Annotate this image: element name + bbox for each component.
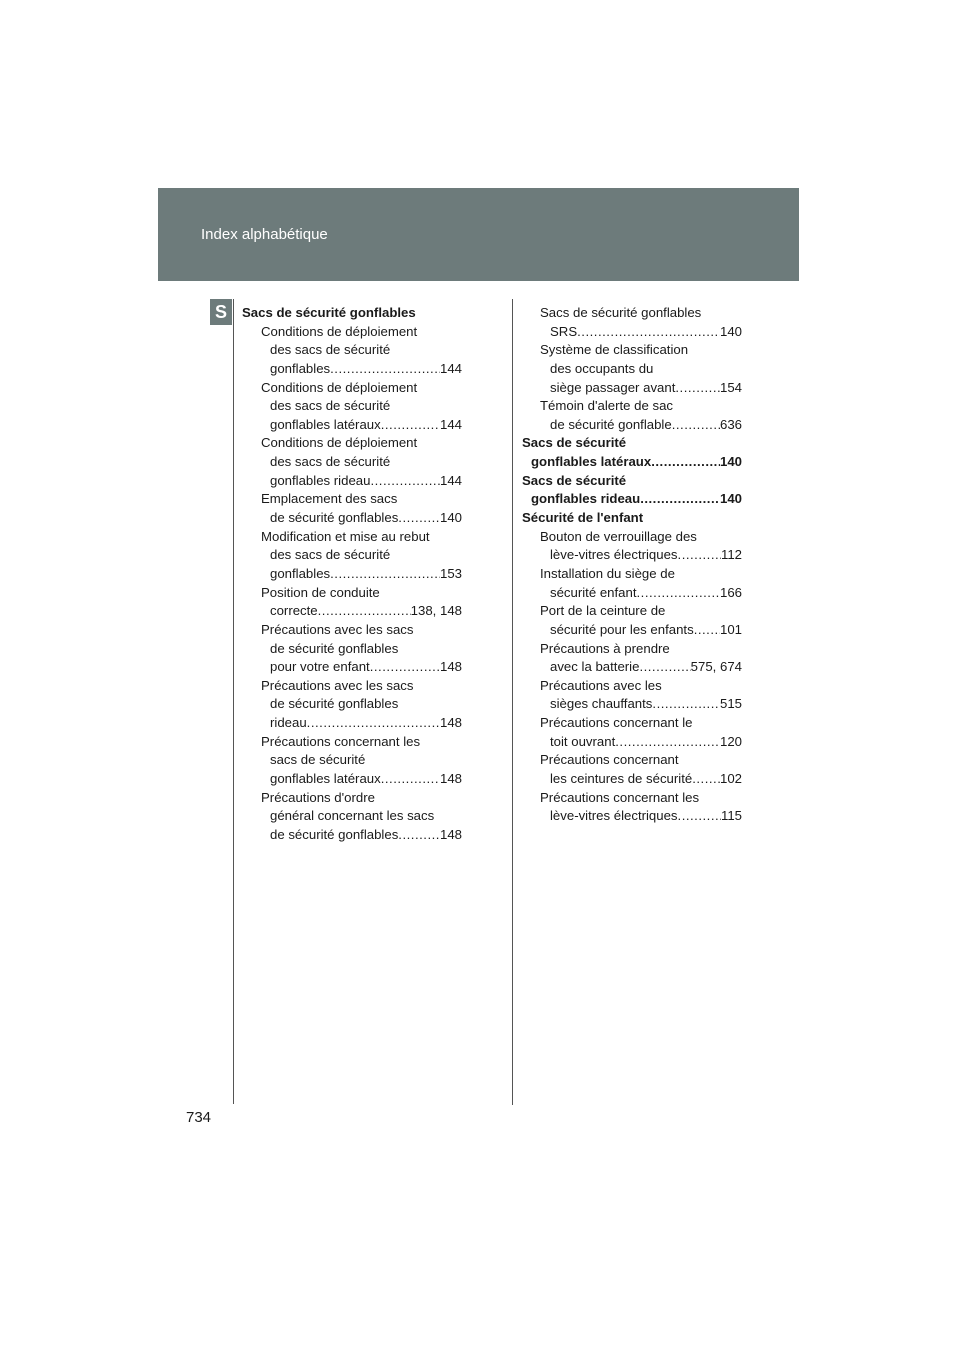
dot-leader bbox=[577, 323, 720, 342]
index-entry-page: 636 bbox=[719, 416, 742, 432]
index-entry-text: Installation du siège de bbox=[540, 565, 675, 581]
index-column-right bbox=[522, 304, 742, 826]
dot-leader bbox=[639, 658, 690, 677]
index-entry-text: pour votre enfant bbox=[270, 659, 370, 675]
index-entry-text: Précautions concernant les bbox=[540, 789, 700, 805]
index-entry bbox=[522, 453, 742, 472]
index-entry-page: 140 bbox=[719, 454, 742, 470]
dot-leader bbox=[330, 360, 440, 379]
index-entry-text: toit ouvrant bbox=[550, 733, 616, 749]
page-number: 734 bbox=[186, 1109, 212, 1126]
dot-leader bbox=[678, 546, 721, 565]
index-entry bbox=[522, 807, 742, 826]
index-entry-text: SRS bbox=[550, 323, 578, 339]
index-entry-text: avec la batterie bbox=[550, 659, 640, 675]
index-entry-text: des sacs de sécurité bbox=[270, 398, 391, 414]
dot-leader bbox=[615, 733, 720, 752]
index-entry-text: Précautions avec les sacs bbox=[261, 621, 414, 637]
index-entry-text: général concernant les sacs bbox=[270, 808, 435, 824]
index-entry bbox=[242, 826, 462, 845]
index-entry-text: gonflables rideau bbox=[531, 491, 641, 507]
index-entry-text: sacs de sécurité bbox=[270, 752, 366, 768]
index-entry bbox=[242, 304, 462, 323]
index-entry-text: Précautions concernant le bbox=[540, 715, 693, 731]
index-entry-text: gonflables latéraux bbox=[270, 771, 381, 787]
index-entry bbox=[242, 770, 462, 789]
dot-leader bbox=[370, 472, 440, 491]
dot-leader bbox=[651, 453, 720, 472]
index-entry bbox=[522, 528, 742, 547]
index-entry bbox=[522, 658, 742, 677]
index-entry bbox=[522, 621, 742, 640]
index-entry bbox=[522, 565, 742, 584]
index-entry bbox=[242, 490, 462, 509]
index-entry bbox=[522, 323, 742, 342]
index-entry bbox=[522, 584, 742, 603]
dot-leader bbox=[637, 584, 720, 603]
index-entry-text: Sacs de sécurité gonflables bbox=[242, 305, 416, 320]
index-entry-text: gonflables rideau bbox=[270, 472, 371, 488]
index-entry bbox=[522, 509, 742, 528]
dot-leader bbox=[672, 416, 720, 435]
index-entry-page: 144 bbox=[439, 416, 462, 432]
index-entry bbox=[242, 434, 462, 453]
header-title: Index alphabétique bbox=[201, 226, 328, 243]
index-entry-page: 138, 148 bbox=[410, 603, 462, 619]
index-entry-text: les ceintures de sécurité bbox=[550, 771, 693, 787]
index-column-left bbox=[242, 304, 462, 845]
dot-leader bbox=[692, 770, 720, 789]
index-entry-page: 166 bbox=[719, 584, 742, 600]
index-entry-page: 515 bbox=[719, 696, 742, 712]
dot-leader bbox=[330, 565, 440, 584]
index-entry-text: des sacs de sécurité bbox=[270, 454, 391, 470]
index-entry-text: Conditions de déploiement bbox=[261, 323, 418, 339]
dot-leader bbox=[370, 658, 440, 677]
index-entry-text: des sacs de sécurité bbox=[270, 342, 391, 358]
index-entry bbox=[242, 379, 462, 398]
index-entry-page: 148 bbox=[439, 659, 462, 675]
index-entry-page: 148 bbox=[439, 826, 462, 842]
index-entry-text: de sécurité gonflables bbox=[270, 510, 399, 526]
index-entry-page: 102 bbox=[719, 771, 742, 787]
index-entry-text: sièges chauffants bbox=[550, 696, 653, 712]
index-entry-text: de sécurité gonflables bbox=[270, 826, 399, 842]
dot-leader bbox=[678, 807, 721, 826]
dot-leader bbox=[381, 416, 440, 435]
index-entry-text: de sécurité gonflables bbox=[270, 640, 399, 656]
index-entry-text: gonflables latéraux bbox=[531, 454, 652, 470]
dot-leader bbox=[318, 602, 411, 621]
index-entry bbox=[522, 677, 742, 696]
index-entry bbox=[522, 602, 742, 621]
index-entry-text: Précautions avec les bbox=[540, 677, 662, 693]
index-entry bbox=[522, 733, 742, 752]
index-entry bbox=[522, 490, 742, 509]
index-entry-page: 140 bbox=[719, 491, 742, 507]
index-entry-text: sécurité pour les enfants bbox=[550, 621, 694, 637]
index-entry bbox=[242, 714, 462, 733]
index-entry bbox=[242, 341, 462, 360]
index-entry-text: Précautions concernant bbox=[540, 752, 679, 768]
index-entry-page: 112 bbox=[720, 547, 742, 563]
index-entry bbox=[522, 546, 742, 565]
index-entry-text: des sacs de sécurité bbox=[270, 547, 391, 563]
left-column-rule bbox=[233, 299, 234, 1104]
dot-leader bbox=[307, 714, 440, 733]
index-entry-text: Position de conduite bbox=[261, 584, 380, 600]
index-entry-text: sécurité enfant bbox=[550, 584, 637, 600]
index-entry bbox=[522, 434, 742, 453]
index-entry-text: Port de la ceinture de bbox=[540, 603, 666, 619]
index-entry-page: 101 bbox=[719, 621, 742, 637]
index-entry-text: Témoin d'alerte de sac bbox=[540, 398, 673, 414]
index-entry bbox=[242, 733, 462, 752]
index-entry-text: Précautions avec les sacs bbox=[261, 677, 414, 693]
dot-leader bbox=[398, 826, 440, 845]
index-entry bbox=[242, 602, 462, 621]
index-entry-text: Système de classification bbox=[540, 342, 689, 358]
dot-leader bbox=[652, 695, 720, 714]
index-entry-text: rideau bbox=[270, 715, 307, 731]
index-entry-text: Sacs de sécurité bbox=[522, 472, 627, 488]
index-entry-text: lève-vitres électriques bbox=[550, 547, 678, 563]
index-entry-text: gonflables latéraux bbox=[270, 416, 381, 432]
index-entry bbox=[522, 360, 742, 379]
index-entry bbox=[242, 360, 462, 379]
index-entry bbox=[242, 546, 462, 565]
index-entry bbox=[522, 304, 742, 323]
index-entry-page: 153 bbox=[439, 565, 462, 581]
index-entry bbox=[242, 453, 462, 472]
index-entry-text: Conditions de déploiement bbox=[261, 435, 418, 451]
index-entry-text: Précautions concernant les bbox=[261, 733, 421, 749]
index-entry-text: Sacs de sécurité gonflables bbox=[540, 305, 702, 320]
index-entry-page: 144 bbox=[439, 360, 462, 376]
index-entry-page: 148 bbox=[439, 771, 462, 787]
index-entry bbox=[242, 323, 462, 342]
index-entry bbox=[522, 379, 742, 398]
dot-leader bbox=[694, 621, 720, 640]
index-entry-text: Modification et mise au rebut bbox=[261, 528, 430, 544]
index-entry bbox=[522, 751, 742, 770]
index-entry bbox=[242, 807, 462, 826]
index-entry bbox=[242, 584, 462, 603]
dot-leader bbox=[640, 490, 720, 509]
dot-leader bbox=[381, 770, 440, 789]
index-entry bbox=[522, 416, 742, 435]
index-entry-text: Emplacement des sacs bbox=[261, 491, 398, 507]
index-entry-page: 148 bbox=[439, 715, 462, 731]
index-entry bbox=[242, 658, 462, 677]
index-entry-text: Précautions d'ordre bbox=[261, 789, 375, 805]
page-header bbox=[158, 188, 799, 281]
index-entry bbox=[522, 714, 742, 733]
index-entry bbox=[242, 397, 462, 416]
index-entry bbox=[522, 472, 742, 491]
index-entry bbox=[242, 528, 462, 547]
index-entry-text: de sécurité gonflable bbox=[550, 416, 672, 432]
index-entry-text: correcte bbox=[270, 603, 318, 619]
index-entry-page: 140 bbox=[439, 510, 462, 526]
index-entry bbox=[522, 341, 742, 360]
index-entry bbox=[242, 677, 462, 696]
index-entry-text: Précautions à prendre bbox=[540, 640, 670, 656]
index-entry-text: Bouton de verrouillage des bbox=[540, 528, 697, 544]
index-entry bbox=[242, 751, 462, 770]
index-entry-text: Conditions de déploiement bbox=[261, 379, 418, 395]
index-entry-text: des occupants du bbox=[550, 360, 654, 376]
index-entry-text: Sacs de sécurité bbox=[522, 435, 627, 451]
index-entry-text: siège passager avant bbox=[550, 379, 676, 395]
middle-column-rule bbox=[512, 299, 513, 1105]
index-entry bbox=[242, 695, 462, 714]
dot-leader bbox=[675, 379, 720, 398]
index-entry-text: gonflables bbox=[270, 360, 331, 376]
index-entry-page: 144 bbox=[439, 472, 462, 488]
index-entry-page: 154 bbox=[719, 379, 742, 395]
index-entry-text: de sécurité gonflables bbox=[270, 696, 399, 712]
index-entry-page: 140 bbox=[719, 323, 742, 339]
index-entry bbox=[242, 789, 462, 808]
index-entry-text: Sécurité de l'enfant bbox=[522, 510, 644, 526]
index-entry bbox=[242, 640, 462, 659]
index-entry bbox=[242, 472, 462, 491]
index-entry bbox=[522, 397, 742, 416]
index-entry-text: gonflables bbox=[270, 565, 331, 581]
index-entry bbox=[242, 509, 462, 528]
index-entry bbox=[522, 695, 742, 714]
index-entry bbox=[242, 565, 462, 584]
index-entry-page: 120 bbox=[719, 733, 742, 749]
index-entry bbox=[522, 640, 742, 659]
index-entry-page: 575, 674 bbox=[690, 659, 742, 675]
index-entry-text: lève-vitres électriques bbox=[550, 808, 678, 824]
index-entry bbox=[242, 621, 462, 640]
dot-leader bbox=[398, 509, 440, 528]
index-entry bbox=[242, 416, 462, 435]
section-letter-tab: S bbox=[210, 299, 232, 325]
index-entry bbox=[522, 770, 742, 789]
index-entry-page: 115 bbox=[720, 808, 742, 824]
index-entry bbox=[522, 789, 742, 808]
